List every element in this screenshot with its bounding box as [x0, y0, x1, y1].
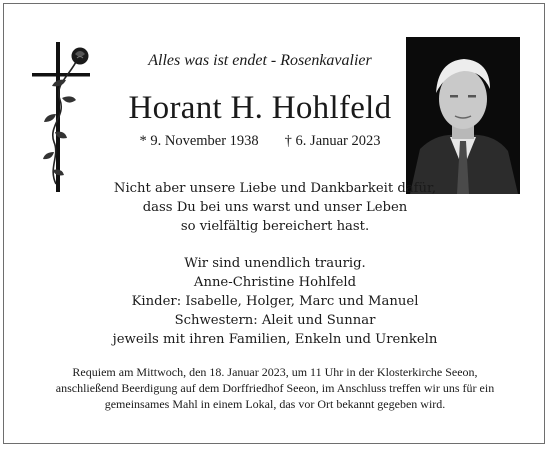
- deceased-name: Horant H. Hohlfeld: [128, 90, 392, 126]
- mourners-line: Schwestern: Aleit und Sunnar: [174, 313, 376, 328]
- farewell-line: Nicht aber unsere Liebe und Dankbarkeit dafür,: [113, 181, 437, 196]
- mourners-line: Kinder: Isabelle, Holger, Marc und Manuel: [131, 294, 419, 309]
- mourners-line: jeweils mit ihren Familien, Enkeln und Urenkeln: [112, 332, 438, 347]
- cross-with-rose-icon: [26, 36, 96, 196]
- mourners-list: [0, 254, 550, 349]
- mourners-line: Anne-Christine Hohlfeld: [193, 275, 357, 290]
- birth-date: * 9. November 1938: [139, 133, 259, 149]
- mourners-line: Wir sind unendlich traurig.: [184, 256, 366, 271]
- motto: Alles was ist endet - Rosenkavalier: [148, 52, 372, 69]
- service-line: anschließend Beerdigung auf dem Dorffriedhof Seeon, im Anschluss treffen wir uns für ein: [55, 381, 495, 395]
- life-dates: [90, 133, 430, 150]
- service-details: [0, 364, 550, 412]
- death-date: † 6. Januar 2023: [284, 133, 381, 149]
- farewell-line: so vielfältig bereichert hast.: [180, 219, 370, 234]
- farewell-text: [0, 179, 550, 236]
- service-line: Requiem am Mittwoch, den 18. Januar 2023, um 11 Uhr in der Klosterkirche Seeon,: [72, 365, 478, 379]
- service-line: gemeinsames Mahl in einem Lokal, das vor Ort bekannt gegeben wird.: [104, 397, 446, 411]
- farewell-line: dass Du bei uns warst und unser Leben: [142, 200, 408, 215]
